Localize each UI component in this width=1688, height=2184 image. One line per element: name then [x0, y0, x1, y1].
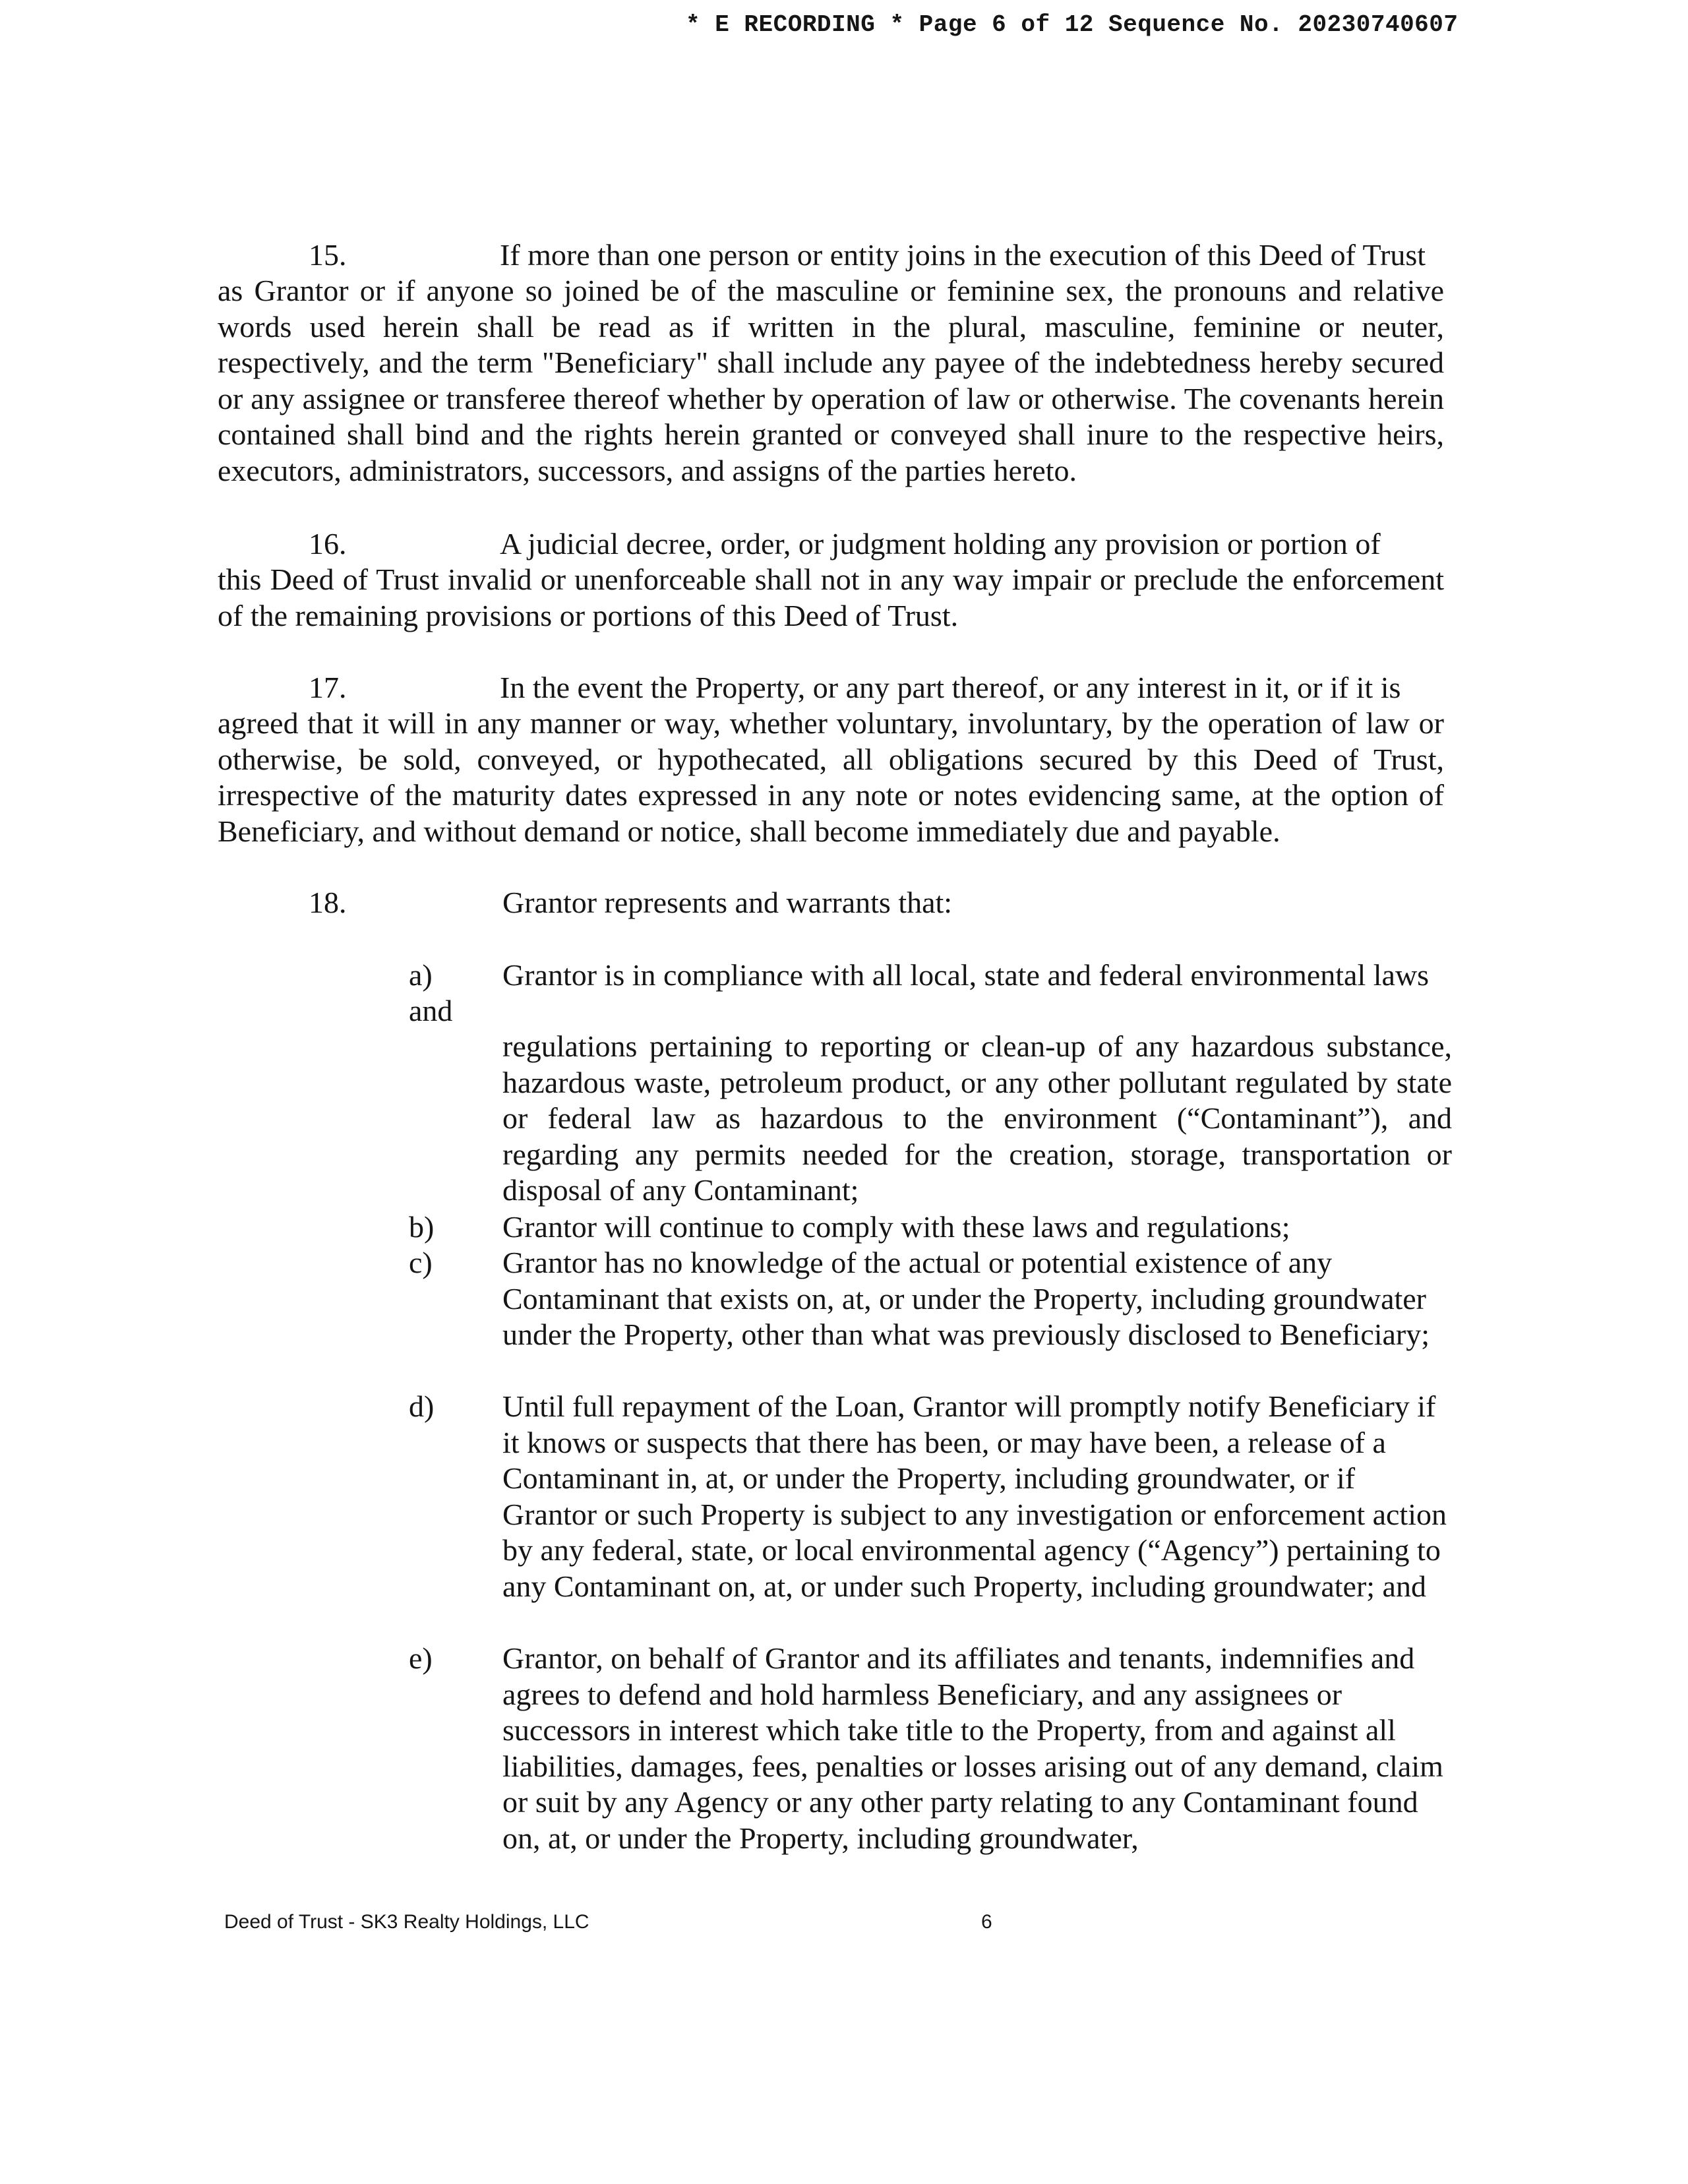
- list-item-label: b): [409, 1210, 435, 1244]
- list-item-label: e): [409, 1641, 433, 1675]
- paragraph-15-lead: If more than one person or entity joins in the execution of this Deed of Trust: [500, 238, 1426, 272]
- paragraph-18-lead: Grantor represents and warrants that:: [502, 886, 953, 919]
- list-item-text: regulations pertaining to reporting or clean-up of any hazardous substance, hazardous waste, petroleum product, or any other pollutant regulated by state or federal law as hazardous to the environment (“Contaminant”), and regarding any permits needed for the creation, storage, transportation or disposal of any Contaminant;: [502, 1029, 1452, 1207]
- paragraph-15-body: as Grantor or if anyone so joined be of the masculine or feminine sex, the pronouns and relative words used herein shall be read as if written in the plural, masculine, feminine or neuter, respectively, and the term "Beneficiary" shall include any payee of the indebtedness hereby secured or any assignee or transferee thereof whether by operation of law or otherwise. The covenants herein contained shall bind and the rights herein granted or conveyed shall inure to the respective heirs, executors, administrators, successors, and assigns of the parties hereto.: [218, 274, 1444, 487]
- paragraph-15-number: 15.: [309, 238, 347, 272]
- paragraph-17-lead: In the event the Property, or any part thereof, or any interest in it, or if it is: [500, 671, 1401, 704]
- list-item-label: a): [409, 958, 433, 992]
- list-item-wrap-word: and: [409, 994, 453, 1027]
- list-item-text: Until full repayment of the Loan, Grantor will promptly notify Beneficiary if it knows or suspects that there has been, or may have been, a release of a Contaminant in, at, or under the Property, including groundwater, or if Grantor or such Property is subject to any investigation or enforcement action by any federal, state, or local environmental agency (“Agency”) pertaining to any Contaminant on, at, or under such Property, including groundwater; and: [502, 1389, 1447, 1603]
- footer-document-title: Deed of Trust - SK3 Realty Holdings, LLC: [224, 1911, 589, 1933]
- recording-header: * E RECORDING * Page 6 of 12 Sequence No. 20230740607: [686, 11, 1459, 38]
- paragraph-16-lead: A judicial decree, order, or judgment holding any provision or portion of: [500, 527, 1381, 561]
- list-item-text: Grantor has no knowledge of the actual or potential existence of any Contaminant that exists on, at, or under the Property, including groundwater under the Property, other than what was previously disclosed to Beneficiary;: [502, 1246, 1430, 1351]
- list-item-label: c): [409, 1246, 433, 1279]
- footer-page-number: 6: [981, 1911, 992, 1933]
- list-item-label: d): [409, 1389, 435, 1423]
- paragraph-18-number: 18.: [309, 886, 347, 919]
- list-item-text: Grantor will continue to comply with these laws and regulations;: [502, 1210, 1290, 1244]
- paragraph-17-number: 17.: [309, 671, 347, 704]
- paragraph-17-body: agreed that it will in any manner or way, whether voluntary, involuntary, by the operation of law or otherwise, be sold, conveyed, or hypothecated, all obligations secured by this Deed of Trust, irrespective of the maturity dates expressed in any note or notes evidencing same, at the option of Beneficiary, and without demand or notice, shall become immediately due and payable.: [218, 706, 1444, 848]
- list-item-text: Grantor, on behalf of Grantor and its affiliates and tenants, indemnifies and agrees to defend and hold harmless Beneficiary, and any assignees or successors in interest which take title to the Property, from and against all liabilities, damages, fees, penalties or losses arising out of any demand, claim or suit by any Agency or any other party relating to any Contaminant found on, at, or under the Property, including groundwater,: [502, 1641, 1443, 1855]
- list-item-first-line: Grantor is in compliance with all local, state and federal environmental laws: [502, 958, 1430, 992]
- paragraph-16-number: 16.: [309, 527, 347, 561]
- paragraph-16-body: this Deed of Trust invalid or unenforceable shall not in any way impair or preclude the enforcement of the remaining provisions or portions of this Deed of Trust.: [218, 562, 1444, 632]
